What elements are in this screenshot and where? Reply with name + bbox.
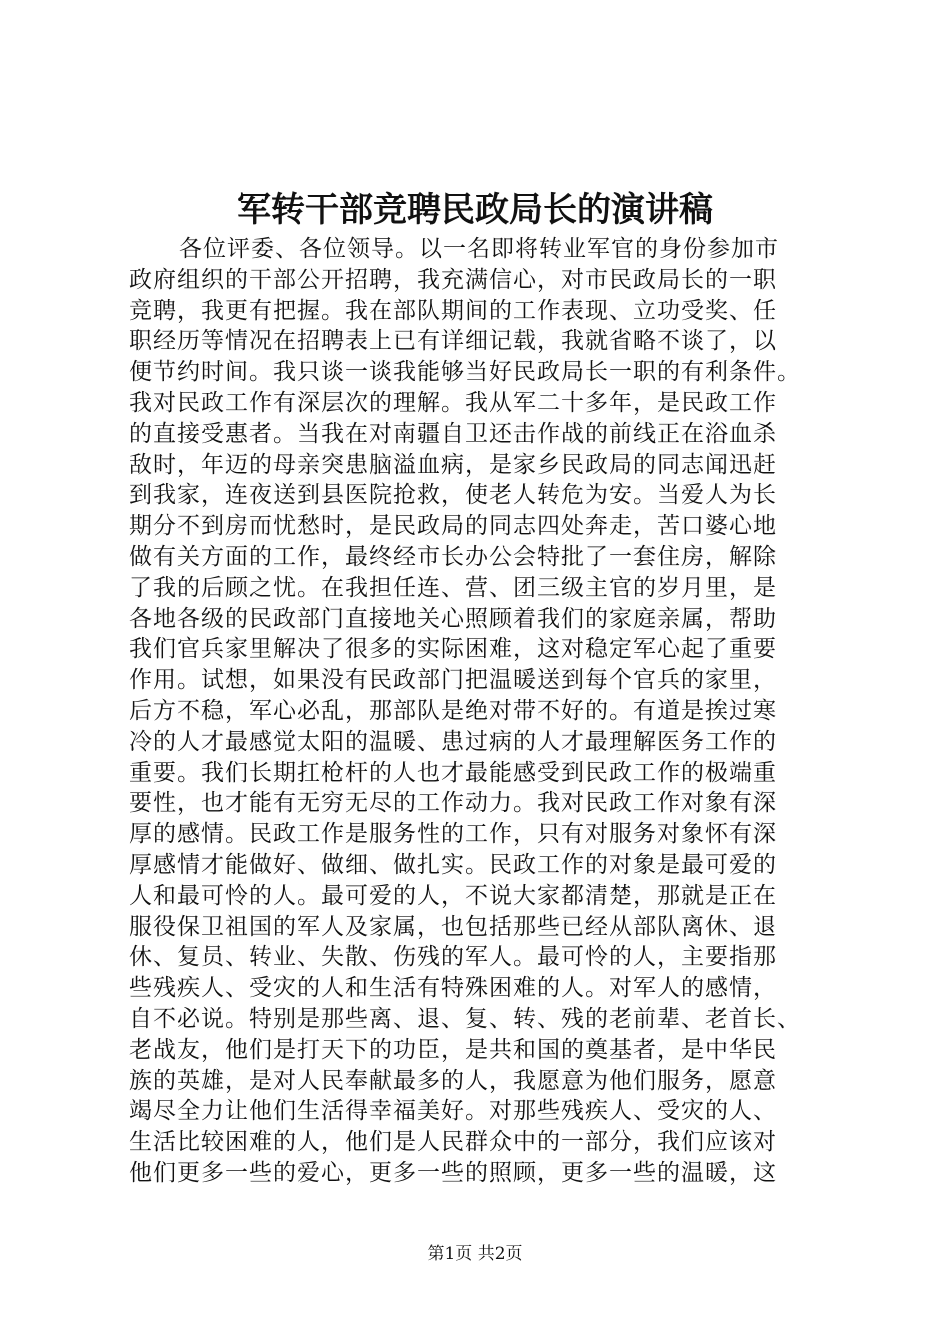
text-line: 做有关方面的工作，最终经市长办公会特批了一套住房，解除: [129, 543, 777, 570]
text-line: 竭尽全力让他们生活得幸福美好。对那些残疾人、受灾的人、: [129, 1098, 777, 1125]
text-line: 后方不稳，军心必乱，那部队是绝对带不好的。有道是挨过寒: [129, 697, 777, 724]
text-line: 敌时，年迈的母亲突患脑溢血病，是家乡民政局的同志闻迅赶: [129, 451, 777, 478]
text-line: 休、复员、转业、失散、伤残的军人。最可怜的人，主要指那: [129, 944, 777, 971]
document-body: [129, 234, 837, 1189]
text-line: 各位评委、各位领导。以一名即将转业军官的身份参加市: [179, 236, 779, 262]
document-title: 军转干部竞聘民政局长的演讲稿: [237, 190, 713, 230]
text-line: 族的英雄，是对人民奉献最多的人，我愿意为他们服务，愿意: [129, 1067, 777, 1094]
text-line: 要性，也才能有无穷无尽的工作动力。我对民政工作对象有深: [129, 790, 777, 817]
text-line: 到我家，连夜送到县医院抢救，使老人转危为安。当爱人为长: [129, 482, 777, 509]
text-line: 期分不到房而忧愁时，是民政局的同志四处奔走，苦口婆心地: [129, 513, 777, 540]
text-line: 我们官兵家里解决了很多的实际困难，这对稳定军心起了重要: [129, 636, 777, 663]
text-line: 他们更多一些的爱心，更多一些的照顾，更多一些的温暖，这: [129, 1159, 777, 1186]
text-line: 老战友，他们是打天下的功臣，是共和国的奠基者，是中华民: [129, 1036, 777, 1063]
page-number: 第1页 共2页: [427, 1244, 523, 1264]
text-line: 些残疾人、受灾的人和生活有特殊困难的人。对军人的感情，: [129, 975, 777, 1002]
text-line: 了我的后顾之忧。在我担任连、营、团三级主官的岁月里，是: [129, 574, 777, 601]
text-line: 政府组织的干部公开招聘，我充满信心，对市民政局长的一职: [129, 266, 777, 293]
text-line: 的直接受惠者。当我在对南疆自卫还击作战的前线正在浴血杀: [129, 420, 777, 447]
text-line: 冷的人才最感觉太阳的温暖、患过病的人才最理解医务工作的: [129, 728, 777, 755]
text-line: 重要。我们长期扛枪杆的人也才最能感受到民政工作的极端重: [129, 759, 777, 786]
text-line: 人和最可怜的人。最可爱的人，不说大家都清楚，那就是正在: [129, 882, 777, 909]
text-line: 厚感情才能做好、做细、做扎实。民政工作的对象是最可爱的: [129, 851, 777, 878]
text-line: 生活比较困难的人，他们是人民群众中的一部分，我们应该对: [129, 1129, 777, 1156]
text-line: 职经历等情况在招聘表上已有详细记载，我就省略不谈了，以: [129, 328, 777, 355]
text-line: 服役保卫祖国的军人及家属，也包括那些已经从部队离休、退: [129, 913, 777, 940]
text-line: 各地各级的民政部门直接地关心照顾着我们的家庭亲属，帮助: [129, 605, 777, 632]
text-line: 自不必说。特别是那些离、退、复、转、残的老前辈、老首长、: [129, 1005, 801, 1032]
text-line: 我对民政工作有深层次的理解。我从军二十多年，是民政工作: [129, 389, 777, 416]
text-line: 竞聘，我更有把握。我在部队期间的工作表现、立功受奖、任: [129, 297, 777, 324]
text-line: 作用。试想，如果没有民政部门把温暖送到每个官兵的家里，: [129, 667, 777, 694]
text-line: 厚的感情。民政工作是服务性的工作，只有对服务对象怀有深: [129, 821, 777, 848]
text-line: 便节约时间。我只谈一谈我能够当好民政局长一职的有利条件。: [129, 359, 801, 386]
